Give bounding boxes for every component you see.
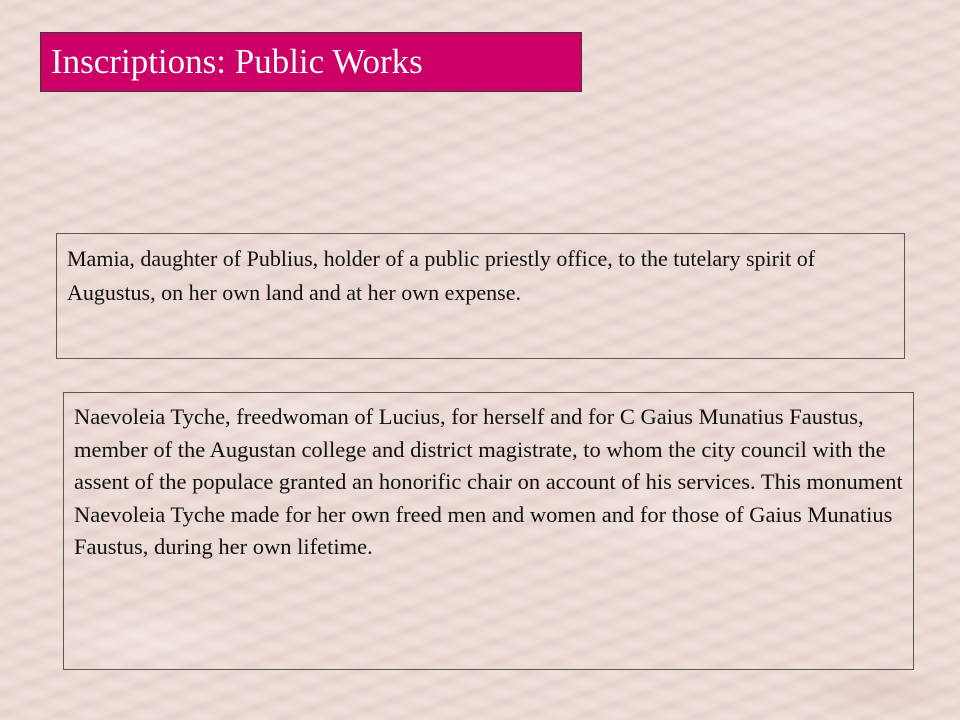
inscription-box-naevoleia [63,392,914,670]
slide-title: Inscriptions: Public Works [51,42,423,81]
inscription-text-naevoleia: Naevoleia Tyche, freedwoman of Lucius, for herself and for C Gaius Munatius Faustus, member of the Augustan college and district magistrate, to whom the city council with the assent of the populace granted an honorific chair on account of his services. This monument Naevoleia Tyche made for her own freed men and women and for those of Gaius Munatius Faustus, during her own lifetime. [74,404,903,559]
inscription-box-mamia [56,233,905,359]
slide-title-banner [40,32,582,92]
inscription-text-mamia: Mamia, daughter of Publius, holder of a public priestly office, to the tutelary spirit of Augustus, on her own land and at her own expense. [67,246,816,305]
